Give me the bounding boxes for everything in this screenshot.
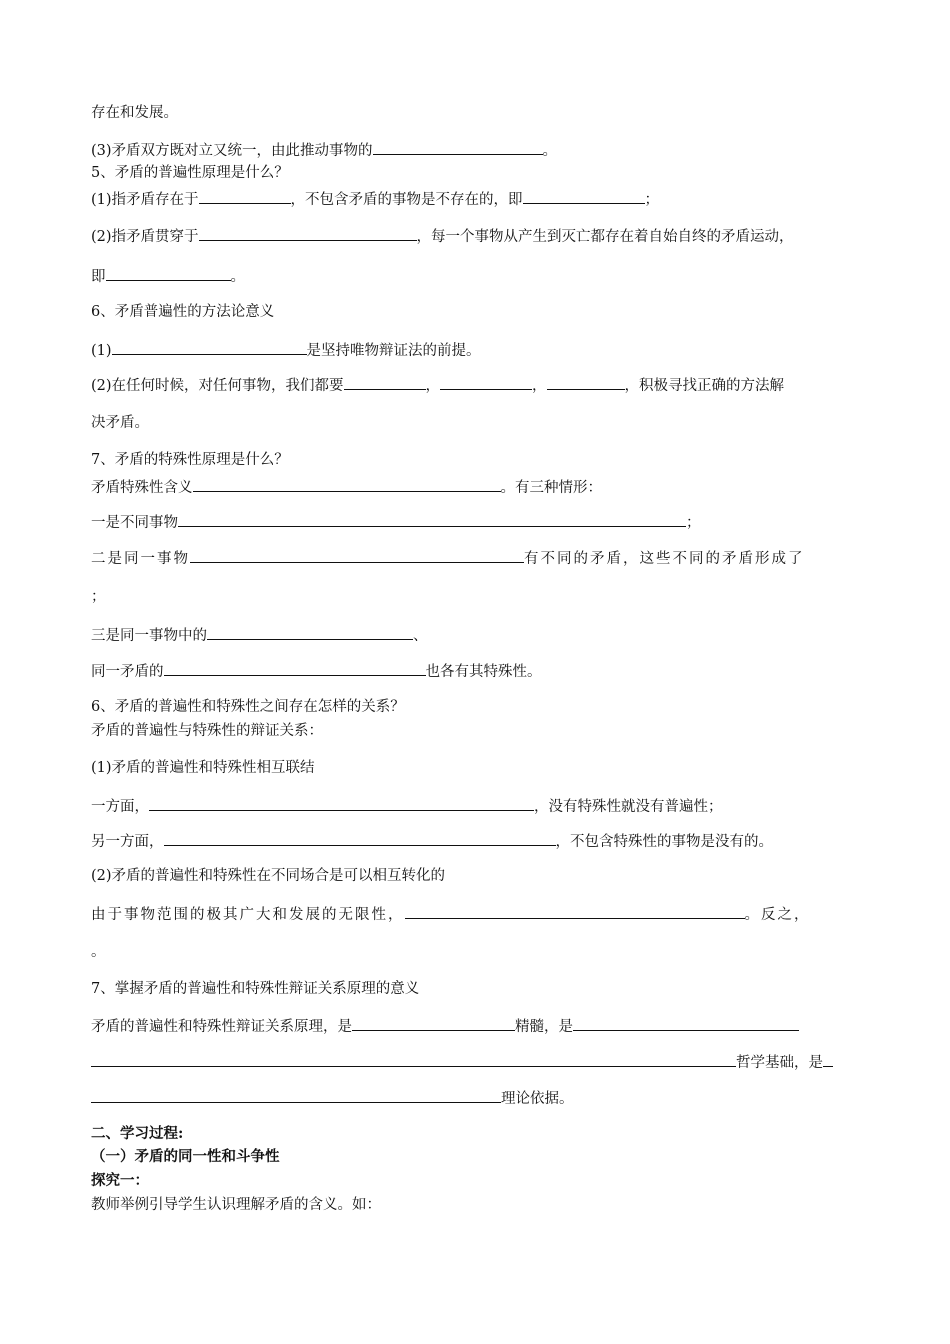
- text-line: 同一矛盾的 也各有其特殊性。: [91, 660, 542, 682]
- blank-line[interactable]: [823, 1051, 833, 1067]
- text-line: 即 。: [91, 265, 245, 287]
- blank-line[interactable]: [164, 660, 426, 676]
- blank-line[interactable]: [112, 339, 307, 355]
- blank-line[interactable]: [149, 795, 534, 811]
- blank-line[interactable]: [91, 1051, 736, 1067]
- text-line: 一方面， ，没有特殊性就没有普遍性；: [91, 795, 723, 817]
- blank-line[interactable]: [523, 188, 645, 204]
- text-line: 矛盾的普遍性和特殊性辩证关系原理，是 精髓，是: [91, 1015, 799, 1037]
- question-heading: 5、矛盾的普遍性原理是什么？: [91, 165, 289, 181]
- text-line: 由于事物范围的极其广大和发展的无限性， 。反之，: [91, 903, 811, 925]
- text-line: (2)矛盾的普遍性和特殊性在不同场合是可以相互转化的: [91, 868, 446, 884]
- blank-line[interactable]: [199, 188, 291, 204]
- blank-line[interactable]: [106, 265, 231, 281]
- text-line: (2)指矛盾贯穿于 ，每一个事物从产生到灭亡都存在着自始自终的矛盾运动，: [91, 225, 794, 247]
- text-line: 存在和发展。: [91, 105, 178, 121]
- text-line: 二是同一事物 有不同的矛盾，这些不同的矛盾形成了: [91, 547, 805, 569]
- blank-line[interactable]: [164, 830, 556, 846]
- text-line: (1)矛盾的普遍性和特殊性相互联结: [91, 760, 315, 776]
- question-heading: 6、矛盾普遍性的方法论意义: [91, 304, 275, 320]
- blank-line[interactable]: [440, 374, 532, 390]
- blank-line[interactable]: [193, 476, 501, 492]
- blank-line[interactable]: [573, 1015, 799, 1031]
- text-line: 矛盾特殊性含义 。有三种情形：: [91, 476, 602, 498]
- text-line: ；: [91, 589, 106, 605]
- text-line: 另一方面， ，不包含特殊性的事物是没有的。: [91, 830, 773, 852]
- text-line: (1) 是坚持唯物辩证法的前提。: [91, 339, 481, 361]
- subsection-heading: 探究一：: [91, 1172, 149, 1189]
- question-heading: 7、矛盾的特殊性原理是什么？: [91, 452, 289, 468]
- blank-line[interactable]: [344, 374, 426, 390]
- blank-line[interactable]: [199, 225, 417, 241]
- text-line: (1)指矛盾存在于 ，不包含矛盾的事物是不存在的，即 ；: [91, 188, 659, 210]
- text-line: 决矛盾。: [91, 415, 149, 431]
- text-line: 理论依据。: [91, 1087, 574, 1109]
- text-line: 。: [91, 944, 106, 960]
- text-line: 三是同一事物中的 、: [91, 624, 428, 646]
- blank-line[interactable]: [373, 139, 543, 155]
- text-line: 教师举例引导学生认识理解矛盾的含义。如：: [91, 1197, 381, 1213]
- blank-line[interactable]: [547, 374, 625, 390]
- subsection-heading: （一）矛盾的同一性和斗争性: [91, 1148, 280, 1165]
- blank-line[interactable]: [178, 511, 686, 527]
- blank-line[interactable]: [352, 1015, 515, 1031]
- question-heading: 6、矛盾的普遍性和特殊性之间存在怎样的关系？: [91, 699, 405, 715]
- blank-line[interactable]: [207, 624, 413, 640]
- text-line: (3)矛盾双方既对立又统一，由此推动事物的 。: [91, 139, 557, 161]
- blank-line[interactable]: [190, 547, 524, 563]
- text-line: 哲学基础，是: [91, 1051, 833, 1073]
- text-line: 矛盾的普遍性与特殊性的辩证关系：: [91, 723, 323, 739]
- question-heading: 7、掌握矛盾的普遍性和特殊性辩证关系原理的意义: [91, 981, 420, 997]
- text-line: (2)在任何时候，对任何事物，我们都要 ， ， ，积极寻找正确的方法解: [91, 374, 784, 396]
- text-line: 一是不同事物 ；: [91, 511, 701, 533]
- blank-line[interactable]: [91, 1087, 501, 1103]
- blank-line[interactable]: [405, 903, 745, 919]
- section-heading: 二、学习过程:: [91, 1125, 184, 1142]
